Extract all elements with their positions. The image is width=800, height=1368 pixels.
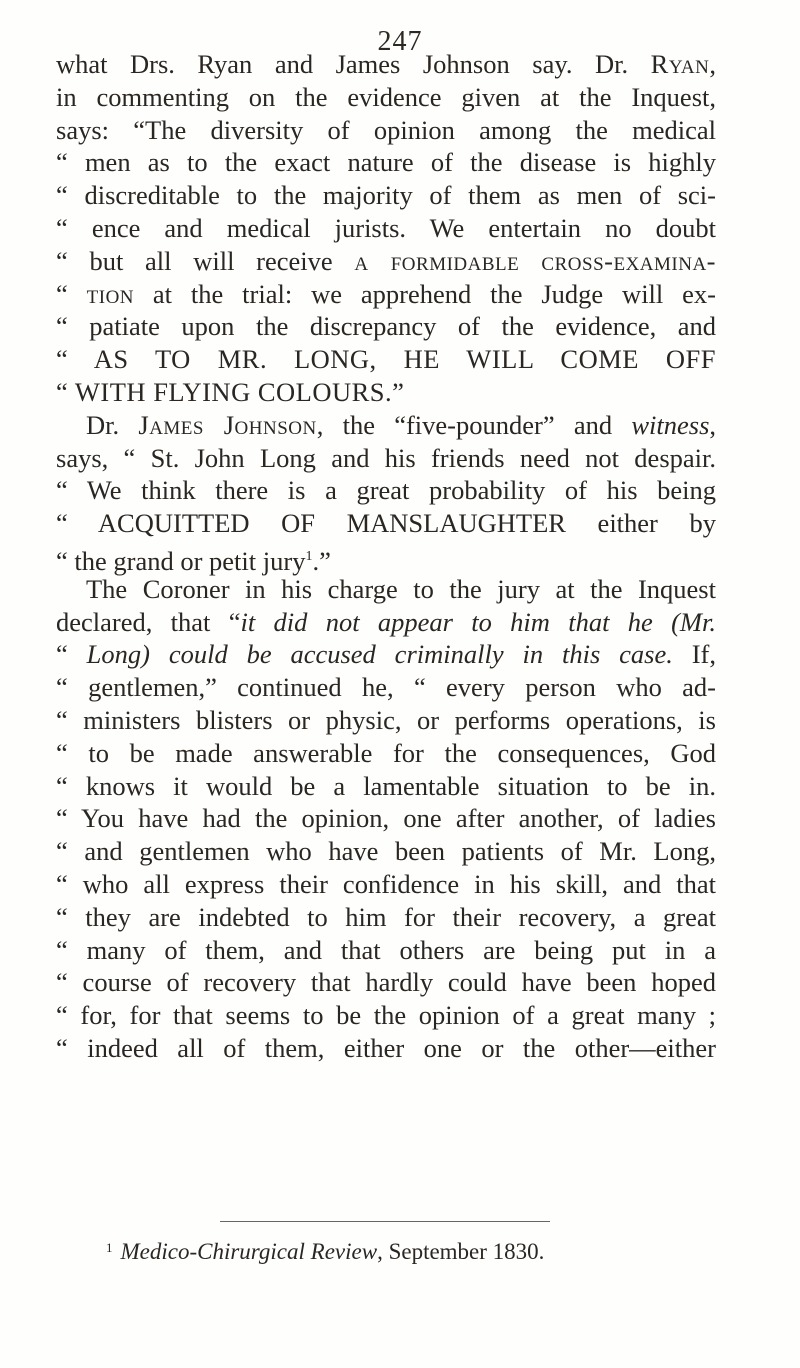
- text-line: “ WITH FLYING COLOURS.”: [56, 377, 405, 407]
- text-line: “ indeed all of them, either one or the other—either: [56, 1033, 716, 1063]
- text-line: “ men as to the exact nature of the disease is highly: [56, 147, 716, 177]
- text-line: “ course of recovery that hardly could have been hoped: [56, 967, 716, 997]
- text-line: “ ence and medical jurists. We entertain no doubt: [56, 213, 716, 243]
- text-line: “ patiate upon the discrepancy of the evidence, and: [56, 311, 716, 341]
- text-line: “ tion at the trial: we apprehend the Judge will ex-: [56, 279, 716, 309]
- footnote: [106, 1232, 544, 1268]
- text-line: “ gentlemen,” continued he, “ every person who ad-: [56, 672, 716, 702]
- text-line: says: “The diversity of opinion among the medical: [56, 115, 716, 145]
- footnote-date: , September 1830.: [377, 1239, 545, 1264]
- footnote-marker: 1: [106, 1240, 113, 1255]
- text-line: Dr. James Johnson, the “five-pounder” and witness,: [86, 410, 717, 440]
- text-line: “ the grand or petit jury$^1$.”: [56, 545, 331, 576]
- text-line: “ knows it would be a lamentable situation to be in.: [56, 771, 716, 801]
- footnote-source: Medico-Chirurgical Review: [120, 1239, 378, 1264]
- text-line: says, “ St. John Long and his friends need not despair.: [56, 443, 716, 473]
- footnote-rule: [220, 1221, 550, 1222]
- text-line: “ they are indebted to him for their recovery, a great: [56, 902, 716, 932]
- text-line: in commenting on the evidence given at the Inquest,: [56, 82, 716, 112]
- footnote-reference: 1: [305, 549, 313, 564]
- page-number: 247: [377, 26, 423, 57]
- text-line: “ and gentlemen who have been patients of Mr. Long,: [56, 836, 716, 866]
- text-line: “ We think there is a great probability of his being: [56, 475, 716, 505]
- text-line: “ ministers blisters or physic, or performs operations, is: [56, 705, 716, 735]
- text-line: what Drs. Ryan and James Johnson say. Dr. Ryan,: [56, 49, 716, 79]
- text-line: “ to be made answerable for the consequences, God: [56, 738, 716, 768]
- text-line: “ many of them, and that others are being put in a: [56, 935, 716, 965]
- text-line: “ AS TO MR. LONG, HE WILL COME OFF: [56, 344, 716, 374]
- text-line: “ discreditable to the majority of them as men of sci-: [56, 180, 716, 210]
- text-line: “ ACQUITTED OF MANSLAUGHTER either by: [56, 508, 716, 538]
- text-line: “ but all will receive a formidable cross-examina-: [56, 246, 716, 276]
- text-line: “ who all express their confidence in his skill, and that: [56, 869, 716, 899]
- text-line: The Coroner in his charge to the jury at the Inquest: [86, 574, 716, 604]
- text-line: declared, that “it did not appear to him that he (Mr.: [56, 607, 716, 637]
- text-line: “ Long) could be accused criminally in this case. If,: [56, 639, 716, 669]
- text-line: “ You have had the opinion, one after another, of ladies: [56, 803, 716, 833]
- text-line: “ for, for that seems to be the opinion of a great many ;: [56, 1000, 716, 1030]
